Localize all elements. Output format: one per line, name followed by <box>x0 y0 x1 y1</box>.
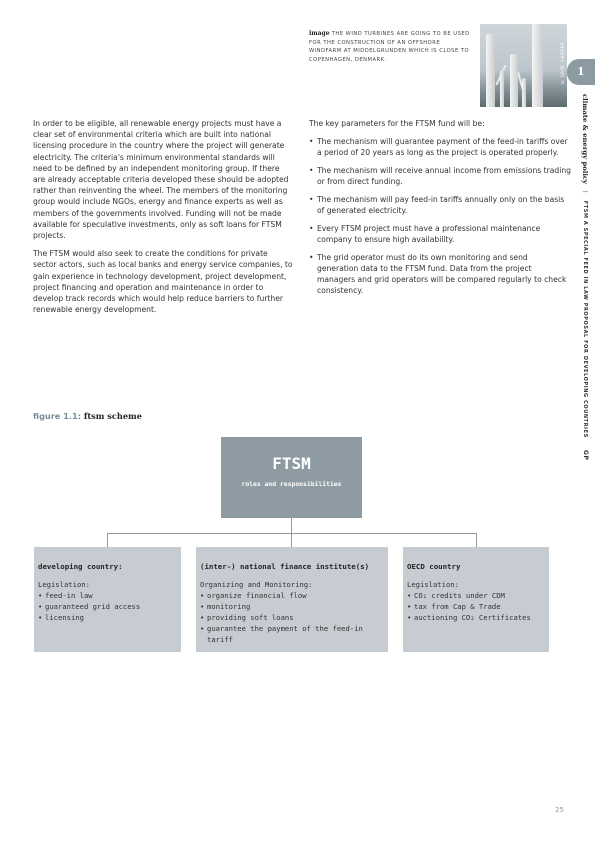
connector-vertical-main <box>291 518 292 534</box>
key-parameters-intro: The key parameters for the FTSM fund will be: <box>309 119 485 128</box>
list-item: • Every FTSM project must have a professional maintenance company to ensure high availability. <box>309 223 571 245</box>
list-item: • organize financial flow <box>200 590 384 601</box>
box-subheading: Organizing and Monitoring: <box>200 580 313 589</box>
ftsm-box-subtitle: roles and responsibilities <box>241 480 342 488</box>
figure-title: ftsm scheme <box>83 411 142 421</box>
box-heading: (inter-) national finance institute(s) <box>200 562 370 571</box>
oecd-country-box <box>403 547 549 652</box>
developing-country-box <box>34 547 181 652</box>
list-item: • The mechanism will guarantee payment of the feed-in tariffs over a period of 20 years as long as the project is operated properly. <box>309 136 571 158</box>
box-subheading: Legislation: <box>38 580 90 589</box>
connector-horizontal <box>107 533 477 534</box>
greenpeace-mark: GP <box>582 450 589 461</box>
paragraph: In order to be eligible, all renewable energy projects must have a clear set of environmental criteria which are built into national licensing procedure in the country where the project will generate electricity. The criteria's minimum environmental standards will need to be defined by an independent monitoring group. If there are already acceptable criteria developed these should be adopted rather than reinventing the wheel. The members of the monitoring group would include NGOs, energy and finance experts as well as members of the governments involved. Funding will not be made available for speculative investments, only as soft loans for FTSM projects. <box>33 119 289 241</box>
key-parameters-list <box>309 136 571 296</box>
list-item: • CO₂ credits under CDM <box>407 590 545 601</box>
figure-caption <box>33 411 142 421</box>
list-item: • tax from Cap & Trade <box>407 601 545 612</box>
finance-institute-box <box>196 547 388 652</box>
page-number: 25 <box>555 806 564 814</box>
image-caption <box>309 30 474 64</box>
list-item: • The grid operator must do its own monitoring and send generation data to the FTSM fund. Data from the project managers and grid operators will be compared regularly to check consistency. <box>309 252 571 297</box>
running-header-subtitle: FTSM A SPECIAL FEED IN LAW PROPOSAL FOR DEVELOPING COUNTRIES <box>582 200 588 438</box>
list-item: • guaranteed grid access <box>38 601 177 612</box>
caption-label: image <box>309 30 330 37</box>
running-header-title: climate & energy policy <box>581 94 589 185</box>
wind-turbines-photo <box>480 24 567 107</box>
running-header <box>581 94 589 461</box>
box-subheading: Legislation: <box>407 580 459 589</box>
ftsm-box-title: FTSM <box>272 454 311 473</box>
list-item: • monitoring <box>200 601 384 612</box>
list-item: • The mechanism will pay feed-in tariffs annually only on the basis of generated electricity. <box>309 194 571 216</box>
list-item: • auctioning CO₂ Certificates <box>407 612 545 623</box>
photo-credit: © GP/M. LANGER <box>560 42 565 85</box>
figure-label: figure 1.1: <box>33 411 81 421</box>
chapter-number: 1 <box>577 65 585 78</box>
caption-text: THE WIND TURBINES ARE GOING TO BE USED FOR THE CONSTRUCTION OF AN OFFSHORE WINDFARM AT MIDDELGRUNDEN WHICH IS CLOSE TO COPENHAGEN, DENMARK. <box>309 31 470 63</box>
connector-vertical-left <box>107 533 108 547</box>
box-list <box>200 590 384 645</box>
list-item: • guarantee the payment of the feed-in tariff <box>200 623 384 645</box>
paragraph: The FTSM would also seek to create the conditions for private sector actors, such as local banks and energy service companies, to gain experience in technology development, project development, project financing and operation and maintenance in order to develop track records which would help reduce barriers to further renewable energy development. <box>33 249 293 315</box>
connector-vertical-right <box>476 533 477 547</box>
box-heading: developing country: <box>38 562 123 571</box>
left-column <box>33 118 293 322</box>
connector-vertical-center <box>291 533 292 547</box>
list-item: • The mechanism will receive annual income from emissions trading or from direct funding. <box>309 165 571 187</box>
box-list <box>407 590 545 623</box>
right-column <box>309 118 571 303</box>
ftsm-box <box>221 437 362 518</box>
list-item: • licensing <box>38 612 177 623</box>
list-item: • feed-in law <box>38 590 177 601</box>
running-header-separator: | <box>582 191 588 194</box>
list-item: • providing soft loans <box>200 612 384 623</box>
box-list <box>38 590 177 623</box>
box-heading: OECD country <box>407 562 461 571</box>
chapter-tab <box>567 59 595 85</box>
